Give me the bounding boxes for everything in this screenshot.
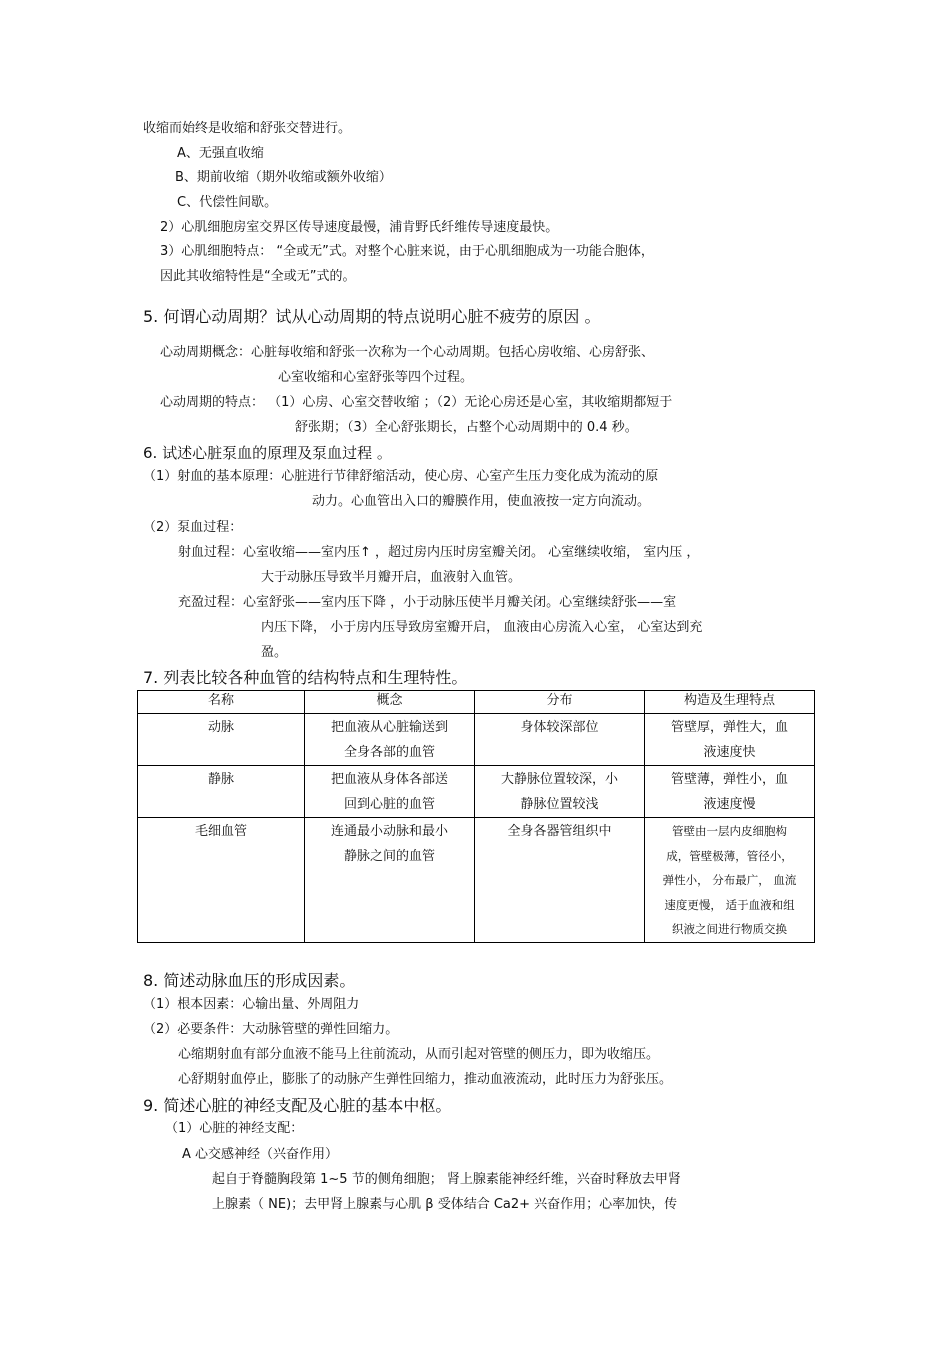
table-cell: 管壁厚，弹性大，血 液速度快 xyxy=(645,714,815,766)
text-line: 3）心肌细胞特点： “全或无”式。对整个心脏来说，由于心肌细胞成为一功能合胞体， xyxy=(160,244,654,259)
text-line: 盈。 xyxy=(261,645,288,660)
text-line: （1）根本因素：心输出量、外周阻力 xyxy=(143,997,360,1012)
table-cell: 大静脉位置较深，小 静脉位置较浅 xyxy=(475,766,645,818)
question-heading: 6. 试述心脏泵血的原理及泵血过程 。 xyxy=(143,444,392,462)
table-cell: 管壁由一层内皮细胞构 成，管壁极薄，管径小， 弹性小， 分布最广， 血流 速度更慢， 适于血液和组 织液之间进行物质交换 xyxy=(645,818,815,943)
table-header-cell: 构造及生理特点 xyxy=(645,691,815,714)
text-line: 上腺素（ NE)；去甲肾上腺素与心肌 β 受体结合 Ca2+ 兴奋作用；心率加快，传 xyxy=(212,1197,678,1212)
table-cell: 动脉 xyxy=(138,714,305,766)
text-line: A 心交感神经（兴奋作用） xyxy=(182,1147,339,1162)
table-cell: 连通最小动脉和最小 静脉之间的血管 xyxy=(305,818,475,943)
text-line: （2）必要条件：大动脉管壁的弹性回缩力。 xyxy=(143,1022,399,1037)
table-cell: 把血液从身体各部送 回到心脏的血管 xyxy=(305,766,475,818)
text-line: 因此其收缩特性是“全或无”式的。 xyxy=(160,269,356,284)
text-line: （1）射血的基本原理：心脏进行节律舒缩活动，使心房、心室产生压力变化成为流动的原 xyxy=(143,469,659,484)
text-line: （1）心脏的神经支配： xyxy=(165,1121,304,1136)
text-line: 内压下降， 小于房内压导致房室瓣开启， 血液由心房流入心室， 心室达到充 xyxy=(261,620,703,635)
table-cell: 全身各器管组织中 xyxy=(475,818,645,943)
table-header-cell: 概念 xyxy=(305,691,475,714)
text-line: 动力。心血管出入口的瓣膜作用，使血液按一定方向流动。 xyxy=(312,494,651,509)
text-line: 心缩期射血有部分血液不能马上往前流动，从而引起对管壁的侧压力，即为收缩压。 xyxy=(178,1047,660,1062)
text-line: C、代偿性间歇。 xyxy=(177,195,278,210)
table-cell: 管壁薄，弹性小，血 液速度慢 xyxy=(645,766,815,818)
text-line: 心舒期射血停止，膨胀了的动脉产生弹性回缩力，推动血液流动，此时压力为舒张压。 xyxy=(178,1072,673,1087)
table-cell: 身体较深部位 xyxy=(475,714,645,766)
table-cell: 静脉 xyxy=(138,766,305,818)
table-row xyxy=(138,818,815,943)
text-line: 起自于脊髓胸段第 1~5 节的侧角细胞； 肾上腺素能神经纤维，兴奋时释放去甲肾 xyxy=(212,1172,681,1187)
table-cell: 毛细血管 xyxy=(138,818,305,943)
text-line: 2）心肌细胞房室交界区传导速度最慢，浦肯野氏纤维传导速度最快。 xyxy=(160,220,559,235)
vessel-comparison-table xyxy=(137,690,815,943)
text-line: 舒张期；（3）全心舒张期长，占整个心动周期中的 0.4 秒。 xyxy=(295,420,638,435)
table-header-row xyxy=(138,691,815,714)
text-line: 充盈过程：心室舒张——室内压下降 ，小于动脉压使半月瓣关闭。心室继续舒张——室 xyxy=(178,595,677,610)
question-heading: 8. 简述动脉血压的形成因素。 xyxy=(143,971,356,990)
text-line: 射血过程：心室收缩——室内压↑ ，超过房内压时房室瓣关闭。 心室继续收缩， 室内压 ， xyxy=(178,545,700,560)
text-line: （2）泵血过程： xyxy=(143,520,243,535)
text-line: 心动周期概念：心脏每收缩和舒张一次称为一个心动周期。包括心房收缩、心房舒张、 xyxy=(160,345,655,360)
text-line: 收缩而始终是收缩和舒张交替进行。 xyxy=(143,121,352,136)
text-line: 心动周期的特点： （1）心房、心室交替收缩 ；（2）无论心房还是心室，其收缩期都短于 xyxy=(160,395,673,410)
text-line: A、无强直收缩 xyxy=(177,146,264,161)
text-line: B、期前收缩（期外收缩或额外收缩） xyxy=(175,170,392,185)
question-heading: 9. 简述心脏的神经支配及心脏的基本中枢。 xyxy=(143,1096,452,1115)
table-header-cell: 分布 xyxy=(475,691,645,714)
text-line: 心室收缩和心室舒张等四个过程。 xyxy=(278,370,474,385)
table-cell: 把血液从心脏输送到 全身各部的血管 xyxy=(305,714,475,766)
table-header-cell: 名称 xyxy=(138,691,305,714)
question-heading: 5. 何谓心动周期？试从心动周期的特点说明心脏不疲劳的原因 。 xyxy=(143,307,601,326)
text-line: 大于动脉压导致半月瓣开启，血液射入血管。 xyxy=(261,570,522,585)
question-heading: 7. 列表比较各种血管的结构特点和生理特性。 xyxy=(143,668,468,687)
table-row xyxy=(138,766,815,818)
table-row xyxy=(138,714,815,766)
